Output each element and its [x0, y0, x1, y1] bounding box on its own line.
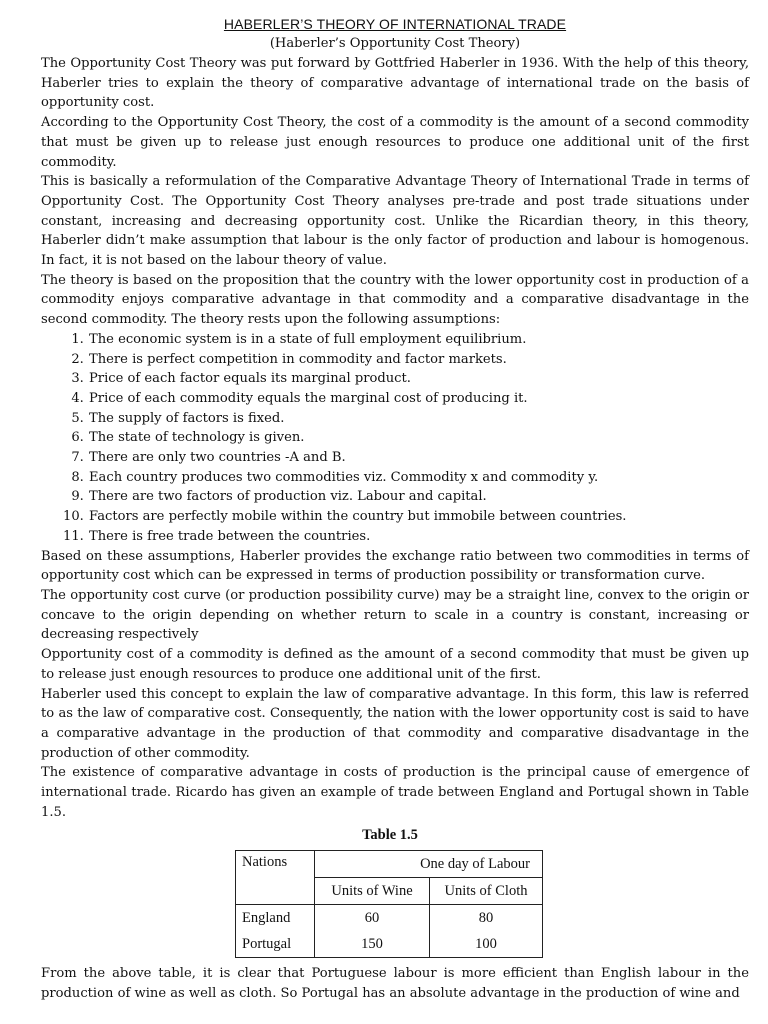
- header-cloth: Units of Cloth: [430, 878, 543, 905]
- assumption-item: 3. Price of each factor equals its marginal product.: [88, 369, 749, 389]
- paragraph-final: From the above table, it is clear that Portuguese labour is more efficient than English labour in the production of wine as well as cloth. So Portugal has an absolute advantage in the production of wine and: [41, 966, 749, 1002]
- paragraph-intro-1: The Opportunity Cost Theory was put forward by Gottfried Haberler in 1936. With the help of this theory, Haberler tries to explain the theory of comparative advantage of international trade on the basis of opportunity cost.: [41, 56, 749, 111]
- header-labour: One day of Labour: [315, 851, 543, 878]
- page-title: HABERLER’S THEORY OF INTERNATIONAL TRADE: [223, 16, 567, 32]
- assumption-item: 8. Each country produces two commodities viz. Commodity x and commodity y.: [88, 468, 749, 488]
- table-block: [41, 826, 749, 958]
- paragraph-intro-2: According to the Opportunity Cost Theory, the cost of a commodity is the amount of a second commodity that must be given up to release just enough resources to produce one additional unit of the first commodity.: [41, 115, 749, 170]
- cell-nation: England: [236, 905, 315, 932]
- paragraph-middle-2: The opportunity cost curve (or production possibility curve) may be a straight line, convex to the origin or concave to the origin depending on whether return to scale in a country is constant, increasing or decreasing respectively: [41, 587, 749, 643]
- assumption-item: 4. Price of each commodity equals the marginal cost of producing it.: [88, 389, 749, 409]
- assumption-item: 7. There are only two countries -A and B.: [88, 448, 749, 468]
- paragraph-middle-3: Opportunity cost of a commodity is defined as the amount of a second commodity that must be given up to release just enough resources to produce one additional unit of the first.: [41, 647, 749, 682]
- table-row: [236, 931, 543, 958]
- assumptions-list: [41, 330, 749, 547]
- table-row: [236, 905, 543, 932]
- document-page: [41, 14, 749, 1004]
- assumption-item: 5. The supply of factors is fixed.: [88, 409, 749, 429]
- assumption-item: 2. There is perfect competition in commodity and factor markets.: [88, 350, 749, 370]
- paragraph-intro-3: This is basically a reformulation of the Comparative Advantage Theory of International Trade in terms of Opportunity Cost. The Opportunity Cost Theory analyses pre-trade and post trade situations under constant, increasing and decreasing opportunity cost. Unlike the Ricardian theory, in this theory, Haberler didn’t make assumption that labour is the only factor of production and labour is homogenous. In fact, it is not based on the labour theory of value.: [41, 174, 749, 269]
- page-subtitle: (Haberler’s Opportunity Cost Theory): [269, 36, 521, 51]
- assumption-item: 11. There is free trade between the countries.: [88, 527, 749, 547]
- paragraph-middle-4: Haberler used this concept to explain the law of comparative advantage. In this form, this law is referred to as the law of comparative cost. Consequently, the nation with the lower opportunity cost is said to have a comparative advantage in the production of that commodity and comparative disadvantage in the production of other commodity.: [41, 686, 749, 761]
- paragraph-middle-1: Based on these assumptions, Haberler provides the exchange ratio between two commodities in terms of opportunity cost which can be expressed in terms of production possibility or transformation curve.: [41, 548, 749, 584]
- header-wine: Units of Wine: [315, 878, 430, 905]
- assumption-item: 1. The economic system is in a state of full employment equilibrium.: [88, 330, 749, 350]
- table-header-row: [236, 851, 543, 878]
- cell-cloth: 80: [430, 905, 543, 932]
- cell-wine: 150: [315, 931, 430, 958]
- header-nations: Nations: [236, 851, 315, 905]
- cell-cloth: 100: [430, 931, 543, 958]
- paragraph-middle-5: The existence of comparative advantage in costs of production is the principal cause of emergence of international trade. Ricardo has given an example of trade between England and Portugal shown in Table 1.5.: [41, 765, 749, 820]
- assumption-item: 9. There are two factors of production viz. Labour and capital.: [88, 487, 749, 507]
- paragraph-intro-4: The theory is based on the proposition that the country with the lower opportunity cost in production of a commodity enjoys comparative advantage in that commodity and a comparative disadvantage in the second commodity. The theory rests upon the following assumptions:: [41, 272, 749, 328]
- assumption-item: 6. The state of technology is given.: [88, 428, 749, 448]
- table-caption: Table 1.5: [362, 827, 418, 844]
- labour-table: [235, 850, 543, 958]
- assumption-item: 10. Factors are perfectly mobile within the country but immobile between countries.: [88, 507, 749, 527]
- cell-nation: Portugal: [236, 931, 315, 958]
- cell-wine: 60: [315, 905, 430, 932]
